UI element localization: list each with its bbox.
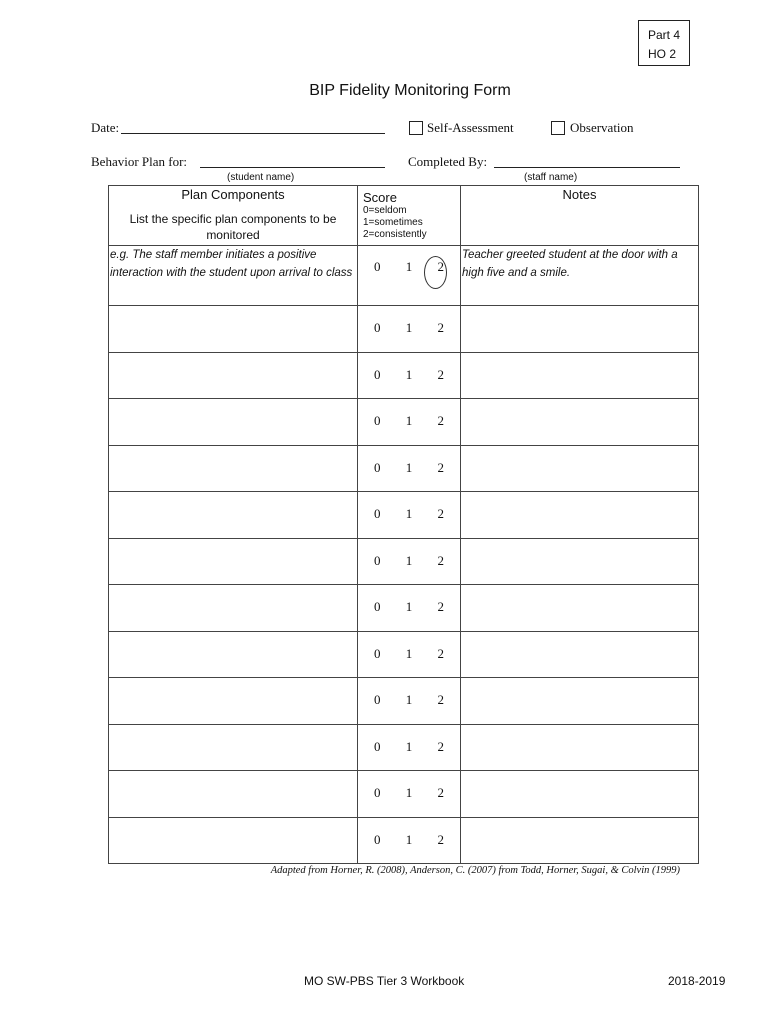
notes-cell[interactable] (461, 306, 699, 353)
fidelity-table (108, 185, 699, 864)
notes-cell[interactable] (461, 771, 699, 818)
score-option-2[interactable]: 2 (437, 785, 444, 800)
table-row (109, 817, 699, 864)
completed-by-label: Completed By: (408, 154, 488, 169)
score-option-1[interactable]: 1 (405, 552, 413, 568)
score-cell (358, 631, 461, 678)
notes-cell[interactable] (461, 817, 699, 864)
score-option-0[interactable]: 0 (374, 738, 381, 754)
plan-components-title: Plan Components (181, 187, 285, 202)
score-option-1[interactable]: 1 (405, 413, 413, 428)
plan-component-cell[interactable] (109, 585, 358, 632)
behavior-plan-label: Behavior Plan for: (91, 154, 188, 169)
notes-header (461, 186, 699, 246)
score-legend-consistently: 2=consistently (363, 229, 427, 240)
example-row (109, 246, 699, 306)
self-assessment-checkbox[interactable] (409, 121, 423, 135)
score-option-0[interactable]: 0 (374, 320, 381, 335)
notes-title: Notes (562, 187, 597, 202)
table-row (109, 306, 699, 353)
table-row (109, 678, 699, 725)
score-cell (358, 306, 461, 353)
score-title: Score (363, 190, 397, 205)
table-row (109, 399, 699, 446)
notes-cell[interactable] (461, 492, 699, 539)
table-row (109, 538, 699, 585)
score-option-0[interactable]: 0 (374, 459, 381, 475)
table-row (109, 724, 699, 771)
part-number: Part 4 (648, 28, 681, 42)
notes-cell[interactable] (461, 631, 699, 678)
score-option-1[interactable]: 1 (405, 320, 413, 335)
date-field[interactable] (121, 133, 385, 134)
notes-cell[interactable] (461, 538, 699, 585)
score-legend-seldom: 0=seldom (363, 205, 407, 216)
handout-number: HO 2 (648, 47, 677, 61)
score-option-0[interactable]: 0 (374, 599, 381, 614)
score-option-1[interactable]: 1 (405, 738, 413, 754)
plan-components-subtitle: List the specific plan components to be monitored (129, 212, 337, 242)
table-row (109, 492, 699, 539)
date-label: Date: (91, 120, 120, 135)
table-row (109, 631, 699, 678)
score-cell (358, 399, 461, 446)
plan-component-cell[interactable] (109, 399, 358, 446)
score-option-2[interactable]: 2 (437, 366, 444, 382)
score-cell (358, 678, 461, 725)
staff-name-field[interactable] (494, 167, 680, 168)
selected-score-circle (424, 256, 447, 289)
table-row (109, 445, 699, 492)
table-header-row (109, 186, 699, 246)
notes-cell[interactable] (461, 585, 699, 632)
student-name-hint: (student name) (227, 172, 295, 183)
score-option-1[interactable]: 1 (405, 785, 413, 800)
footer-workbook: MO SW-PBS Tier 3 Workbook (304, 974, 465, 988)
part-label-box (638, 20, 690, 66)
example-plan-text: e.g. The staff member initiates a positive interaction with the student upon arrival to class (109, 246, 358, 306)
score-option-2[interactable]: 2 (437, 645, 444, 661)
score-option-0[interactable]: 0 (374, 785, 381, 800)
table-row (109, 771, 699, 818)
score-option-0[interactable]: 0 (374, 692, 381, 707)
score-cell (358, 492, 461, 539)
plan-component-cell[interactable] (109, 352, 358, 399)
notes-cell[interactable] (461, 445, 699, 492)
table-row (109, 352, 699, 399)
score-option-1[interactable]: 1 (405, 831, 413, 847)
score-option-2[interactable]: 2 (437, 459, 444, 475)
plan-component-cell[interactable] (109, 817, 358, 864)
score-option-1[interactable]: 1 (405, 506, 413, 521)
score-legend-sometimes: 1=sometimes (363, 217, 423, 228)
self-assessment-label: Self-Assessment (427, 120, 514, 135)
plan-component-cell[interactable] (109, 538, 358, 585)
citation: Adapted from Horner, R. (2008), Anderson, C. (2007) from Todd, Horner, Sugai, & Colvin (1999) (270, 865, 680, 876)
score-option-0[interactable]: 0 (374, 506, 381, 521)
observation-label: Observation (570, 120, 634, 135)
plan-component-cell[interactable] (109, 678, 358, 725)
example-score-cell (358, 246, 461, 306)
plan-component-cell[interactable] (109, 724, 358, 771)
notes-cell[interactable] (461, 724, 699, 771)
score-option-2[interactable]: 2 (437, 738, 444, 754)
student-name-field[interactable] (200, 167, 385, 168)
score-option-2[interactable]: 2 (437, 831, 444, 847)
score-option-0[interactable]: 0 (374, 366, 381, 382)
plan-component-cell[interactable] (109, 631, 358, 678)
score-option-1[interactable]: 1 (405, 366, 413, 382)
table-row (109, 585, 699, 632)
score-cell (358, 538, 461, 585)
score-option-1[interactable]: 1 (405, 645, 413, 661)
example-score-2: 2 (437, 259, 444, 274)
example-notes-text: Teacher greeted student at the door with a high five and a smile. (461, 246, 699, 306)
plan-component-cell[interactable] (109, 492, 358, 539)
score-option-2[interactable]: 2 (437, 413, 444, 428)
score-option-2[interactable]: 2 (437, 599, 444, 614)
score-option-2[interactable]: 2 (437, 320, 444, 335)
plan-component-cell[interactable] (109, 771, 358, 818)
score-option-1[interactable]: 1 (405, 459, 413, 475)
form-title: BIP Fidelity Monitoring Form (309, 82, 511, 99)
score-option-2[interactable]: 2 (437, 692, 444, 707)
score-header (358, 186, 461, 246)
example-score-0: 0 (374, 259, 381, 274)
score-cell (358, 817, 461, 864)
score-option-0[interactable]: 0 (374, 831, 381, 847)
footer-year: 2018-2019 (668, 974, 726, 988)
score-option-1[interactable]: 1 (405, 599, 413, 614)
notes-cell[interactable] (461, 678, 699, 725)
staff-name-hint: (staff name) (524, 172, 578, 183)
notes-cell[interactable] (461, 352, 699, 399)
score-option-0[interactable]: 0 (374, 413, 381, 428)
score-cell (358, 445, 461, 492)
score-option-1[interactable]: 1 (405, 692, 413, 707)
plan-component-cell[interactable] (109, 306, 358, 353)
score-option-2[interactable]: 2 (437, 552, 444, 568)
score-cell (358, 585, 461, 632)
observation-checkbox[interactable] (551, 121, 565, 135)
score-option-0[interactable]: 0 (374, 645, 381, 661)
score-cell (358, 771, 461, 818)
notes-cell[interactable] (461, 399, 699, 446)
example-score-1: 1 (405, 259, 413, 274)
score-option-2[interactable]: 2 (437, 506, 444, 521)
score-cell (358, 352, 461, 399)
plan-components-header (109, 186, 358, 246)
plan-component-cell[interactable] (109, 445, 358, 492)
score-cell (358, 724, 461, 771)
score-option-0[interactable]: 0 (374, 552, 381, 568)
